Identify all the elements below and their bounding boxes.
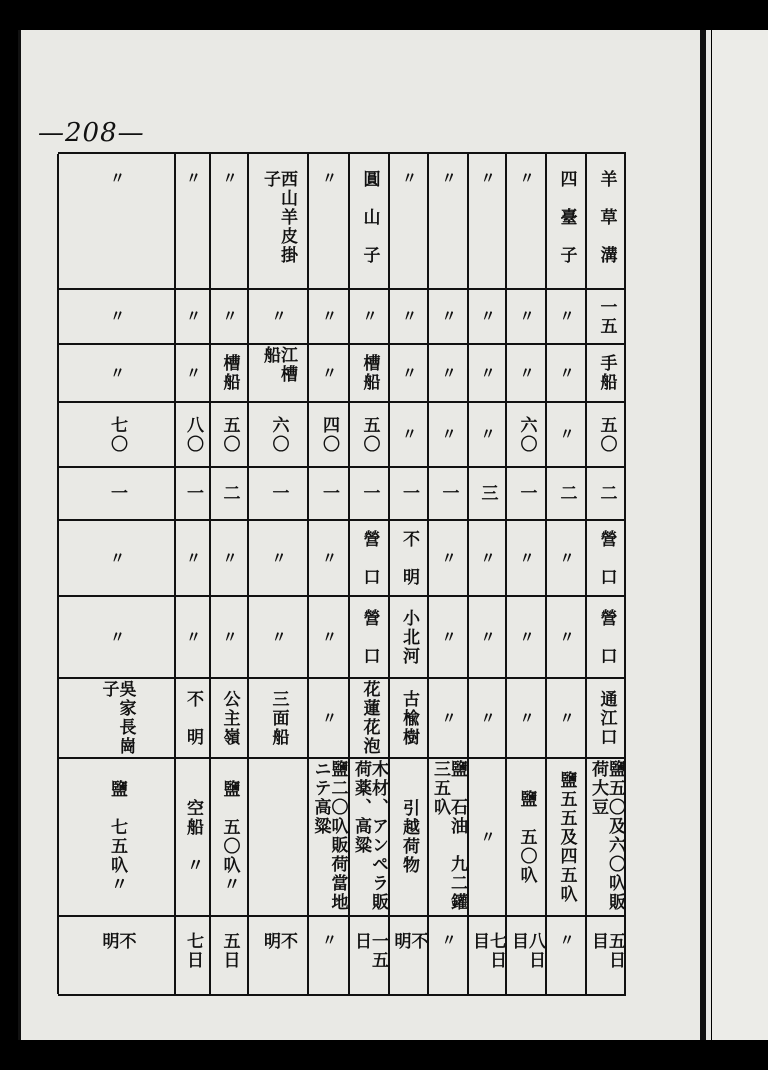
table-cell: 〃 xyxy=(478,549,497,567)
table-row-rule xyxy=(58,595,624,597)
table-cell: 鹽 五〇叺〃 xyxy=(219,780,240,894)
table-cell: 小北河 xyxy=(399,608,419,666)
table-cell: 古楡樹 xyxy=(399,689,419,747)
table-cell: 〃 xyxy=(517,709,536,727)
page-number: —208— xyxy=(38,118,145,148)
table-cell: 不 明 xyxy=(399,529,419,587)
table-cell: 五〇 xyxy=(219,415,240,454)
table-cell: 五日 xyxy=(219,932,240,970)
table-cell: 營 口 xyxy=(596,529,617,587)
table-cell: 一 xyxy=(268,484,289,503)
table-row-rule xyxy=(58,757,624,759)
table-cell: 五日目 xyxy=(588,932,625,970)
table-cell: 七日目 xyxy=(469,932,506,970)
table-cell: 一五 xyxy=(596,297,617,336)
table-cell: 〃 xyxy=(439,549,458,567)
table-cell: 〃 xyxy=(478,308,497,325)
table-column-rule xyxy=(585,154,587,994)
table-column-rule xyxy=(307,154,309,994)
table-cell: 鹽五〇及六〇叺販荷大豆 xyxy=(588,760,625,912)
table-cell: 〃 xyxy=(269,308,288,325)
table-cell: 六〇 xyxy=(516,415,537,454)
table-cell: 〃 xyxy=(320,549,338,567)
table-cell: 鹽五五及四五叺 xyxy=(556,770,577,904)
table-cell: 〃 xyxy=(220,628,239,646)
table-cell: 五〇 xyxy=(359,415,380,454)
table-cell: 一五日 xyxy=(351,932,388,970)
table-cell: 一 xyxy=(516,484,537,503)
table-cell: 不 明 xyxy=(98,932,136,970)
table-column-rule xyxy=(467,154,469,994)
table-cell: 鹽 石油 九二鑵 三五叺 xyxy=(430,760,467,931)
table-cell: 〃 xyxy=(439,426,458,443)
table-cell: 〃 xyxy=(184,364,202,382)
table-column-rule xyxy=(57,154,59,994)
table-cell: 〃 xyxy=(184,549,202,567)
table-cell: 一 xyxy=(359,484,380,503)
table-cell: 〃 xyxy=(478,364,497,382)
table-cell: 圓 山 子 xyxy=(359,170,380,265)
table-cell: 二 xyxy=(219,484,240,503)
table-cell: 吳家長崗子 xyxy=(98,680,136,756)
table-cell: 〃 xyxy=(320,932,338,949)
table-cell: 〃 xyxy=(320,628,338,646)
table-row-rule xyxy=(58,343,624,345)
table-cell: 營 口 xyxy=(359,608,380,666)
table-cell: 〃 xyxy=(108,628,126,646)
table-cell: 營 口 xyxy=(359,529,380,587)
table-column-rule xyxy=(174,154,176,994)
table-column-rule xyxy=(247,154,249,994)
table-cell: 不 明 xyxy=(183,689,203,747)
table-cell: 一 xyxy=(399,484,419,503)
shipping-table xyxy=(58,152,626,996)
table-column-rule xyxy=(505,154,507,994)
table-cell: 〃 xyxy=(320,170,338,187)
table-cell: 〃 xyxy=(184,308,202,325)
table-cell: 〃 xyxy=(478,709,497,727)
table-cell: 〃 xyxy=(269,549,288,567)
table-cell: 鹽 五〇叺 xyxy=(516,789,537,885)
table-cell: 槽船 xyxy=(359,354,380,392)
table-cell: 花蓮花泡 xyxy=(359,680,380,756)
table-cell: 〃 xyxy=(400,426,418,443)
table-cell: 江槽船 xyxy=(260,346,297,384)
table-cell: 手船 xyxy=(596,354,617,392)
table-cell: 二 xyxy=(596,484,617,503)
table-cell: 〃 xyxy=(220,308,239,325)
table-cell: 鹽 七五叺〃 xyxy=(107,780,127,894)
table-cell: 營 口 xyxy=(596,608,617,666)
table-column-rule xyxy=(348,154,350,994)
table-column-rule xyxy=(427,154,429,994)
table-cell: 不 明 xyxy=(260,932,297,970)
table-cell: 〃 xyxy=(439,308,458,325)
table-cell: 〃 xyxy=(439,364,458,382)
table-cell: 不 明 xyxy=(390,932,428,970)
table-cell: 〃 xyxy=(184,170,202,187)
table-cell: 〃 xyxy=(478,170,497,187)
table-cell: 〃 xyxy=(517,549,536,567)
table-cell: 一 xyxy=(438,484,459,503)
table-cell: 〃 xyxy=(400,308,418,325)
table-cell: 〃 xyxy=(517,364,536,382)
table-cell: 〃 xyxy=(439,170,458,187)
table-cell: 〃 xyxy=(439,932,458,949)
table-cell: 西山羊皮掛子 xyxy=(260,170,297,265)
table-cell: 〃 xyxy=(557,426,576,443)
table-cell: 羊 草 溝 xyxy=(596,170,617,265)
table-cell: 〃 xyxy=(557,709,576,727)
page-binding-edge xyxy=(700,30,706,1040)
table-cell: 〃 xyxy=(517,628,536,646)
table-cell xyxy=(250,760,306,914)
table-cell: 一 xyxy=(319,484,339,503)
table-cell: 〃 xyxy=(517,308,536,325)
table-cell: 〃 xyxy=(360,308,379,325)
table-row-rule xyxy=(58,401,624,403)
table-cell: 〃 xyxy=(320,709,338,727)
table-cell: 四〇 xyxy=(319,415,339,454)
table-row-rule xyxy=(58,466,624,468)
table-cell: 七日 xyxy=(183,932,203,970)
adjacent-page-margin xyxy=(712,30,768,1040)
table-cell: 〃 xyxy=(108,364,126,382)
table-cell: 引越荷物 xyxy=(399,799,419,875)
table-cell: 〃 xyxy=(220,549,239,567)
table-column-rule xyxy=(209,154,211,994)
table-row-rule xyxy=(58,915,624,917)
table-cell: 〃 xyxy=(269,628,288,646)
table-cell: 〃 xyxy=(108,549,126,567)
table-column-rule xyxy=(545,154,547,994)
table-cell: 〃 xyxy=(439,628,458,646)
table-cell: 〃 xyxy=(478,628,497,646)
table-cell: 空船 〃 xyxy=(183,799,203,875)
table-column-rule xyxy=(388,154,390,994)
table-cell: 〃 xyxy=(400,364,418,382)
table-cell: 〃 xyxy=(478,828,497,846)
table-cell: 〃 xyxy=(517,170,536,187)
table-cell: 公主嶺 xyxy=(219,689,240,747)
table-cell: 一 xyxy=(183,484,203,503)
table-cell: 三面船 xyxy=(268,689,289,747)
table-cell: 七〇 xyxy=(107,415,127,454)
table-cell: 〃 xyxy=(184,628,202,646)
table-cell: 〃 xyxy=(478,426,497,443)
table-cell: 〃 xyxy=(320,364,338,382)
table-cell: 六〇 xyxy=(268,415,289,454)
table-cell: 〃 xyxy=(557,308,576,325)
table-cell: 木材、アンペラ販荷薬、高粱 xyxy=(351,760,388,912)
table-cell: 〃 xyxy=(108,170,126,187)
table-row-rule xyxy=(58,288,624,290)
table-cell: 一 xyxy=(107,484,127,503)
table-cell: 〃 xyxy=(320,308,338,325)
table-cell: 鹽二〇叺販荷當地ニテ高粱 xyxy=(310,760,348,912)
table-cell: 〃 xyxy=(557,628,576,646)
table-cell: 二 xyxy=(556,484,577,503)
table-cell: 八〇 xyxy=(183,415,203,454)
table-cell: 五〇 xyxy=(596,415,617,454)
table-row-rule xyxy=(58,677,624,679)
table-cell: 三 xyxy=(477,484,498,503)
table-cell: 槽船 xyxy=(219,354,240,392)
table-cell: 四 臺 子 xyxy=(556,170,577,265)
table-cell: 〃 xyxy=(439,709,458,727)
table-cell: 〃 xyxy=(557,549,576,567)
table-cell: 八日目 xyxy=(508,932,545,970)
table-cell: 〃 xyxy=(557,932,576,949)
table-cell: 〃 xyxy=(108,308,126,325)
table-cell: 〃 xyxy=(557,364,576,382)
table-cell: 通江口 xyxy=(596,689,617,747)
table-cell: 〃 xyxy=(220,170,239,187)
table-row-rule xyxy=(58,519,624,521)
table-cell: 〃 xyxy=(400,170,418,187)
